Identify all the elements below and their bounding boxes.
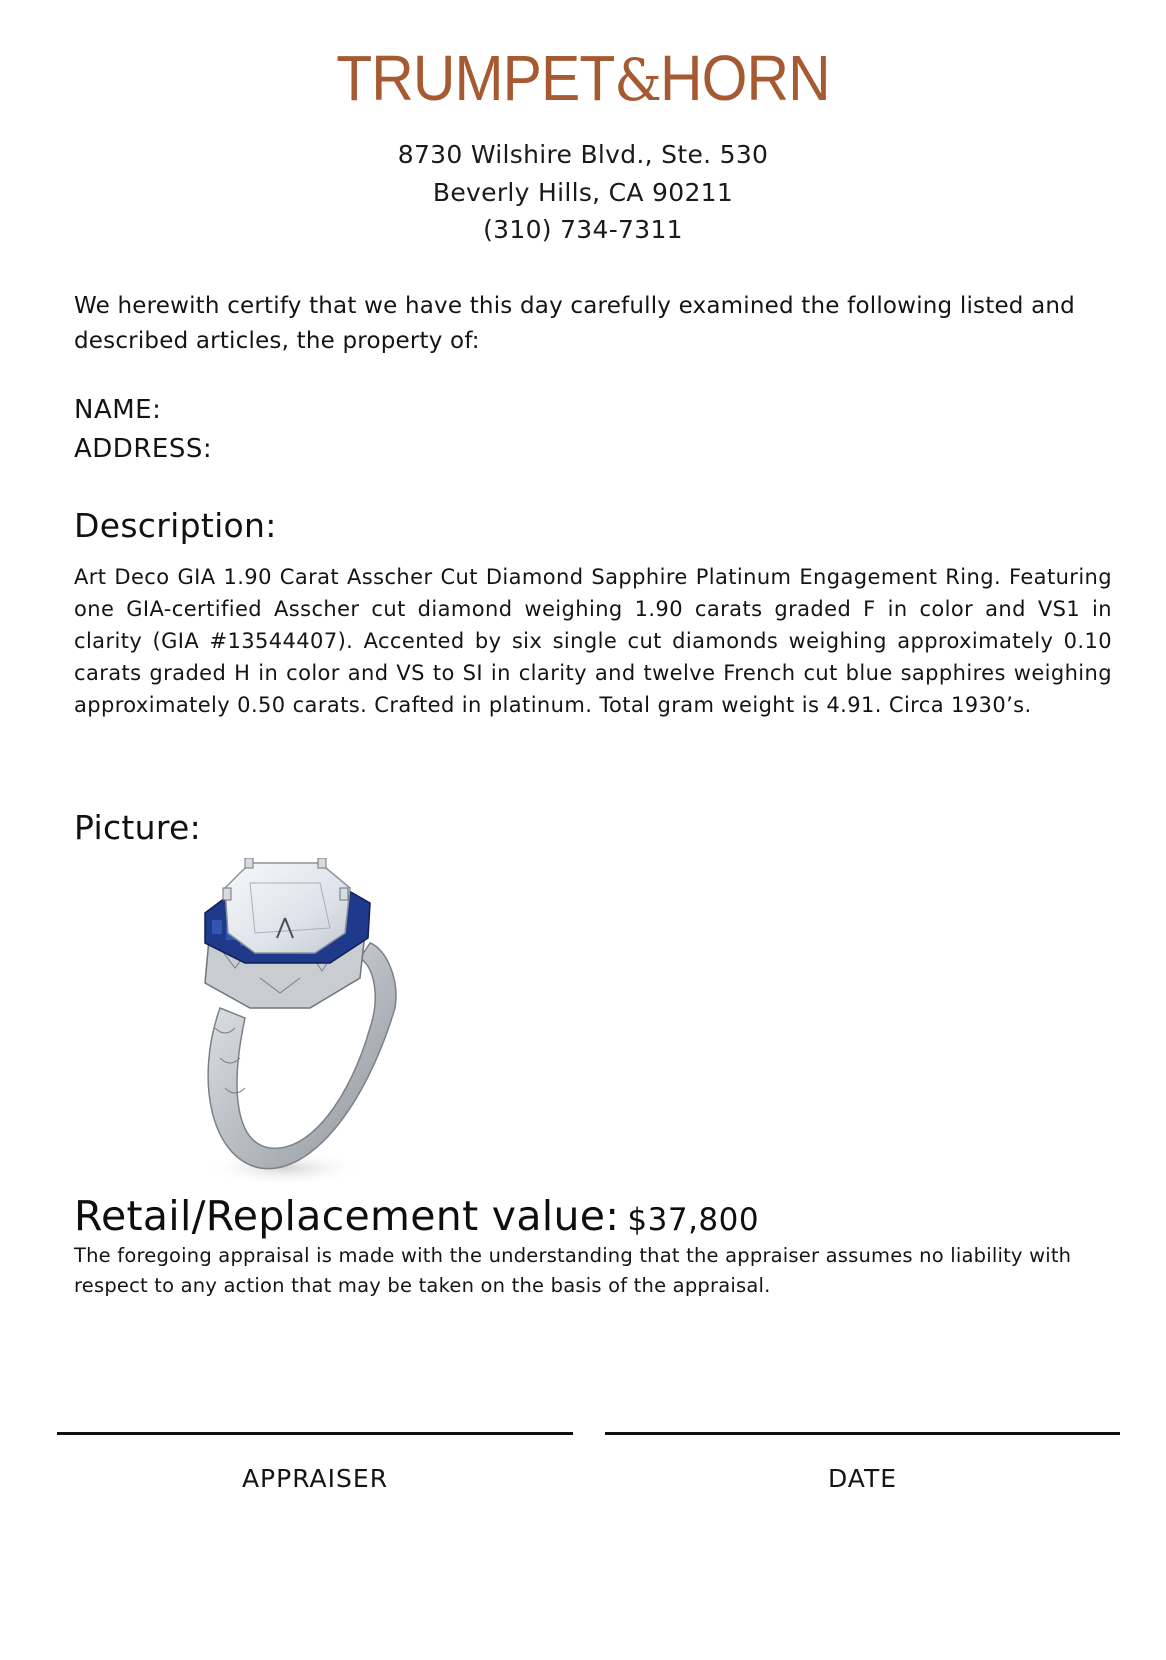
ring-image bbox=[190, 858, 420, 1188]
liability-disclaimer: The foregoing appraisal is made with the understanding that the appraiser assumes no liability with respect to any action that may be taken on the basis of the appraisal. bbox=[74, 1244, 1072, 1297]
date-signature-line bbox=[605, 1432, 1120, 1435]
address-line-2: Beverly Hills, CA 90211 bbox=[432, 178, 734, 207]
certification-statement: We herewith certify that we have this day carefully examined the following listed and described articles, the property of: bbox=[74, 293, 1075, 354]
address-label: ADDRESS: bbox=[74, 434, 213, 464]
name-label: NAME: bbox=[74, 395, 162, 425]
description-heading: Description: bbox=[74, 506, 277, 545]
logo-ampersand: & bbox=[614, 46, 661, 114]
valuation-row bbox=[74, 1192, 759, 1240]
appraiser-signature-line bbox=[57, 1432, 573, 1435]
appraiser-label: APPRAISER bbox=[241, 1464, 389, 1493]
logo-text-left: TRUMPET bbox=[336, 42, 615, 114]
valuation-amount: $37,800 bbox=[627, 1202, 760, 1238]
ring-photo bbox=[190, 858, 420, 1188]
logo-text-right: HORN bbox=[660, 42, 830, 114]
address-line-1: 8730 Wilshire Blvd., Ste. 530 bbox=[397, 140, 769, 169]
date-label: DATE bbox=[827, 1464, 898, 1493]
phone-number: (310) 734-7311 bbox=[483, 215, 683, 244]
valuation-label: Retail/Replacement value: bbox=[74, 1192, 620, 1240]
picture-heading: Picture: bbox=[74, 808, 202, 847]
brand-logo bbox=[47, 44, 1120, 114]
description-text: Art Deco GIA 1.90 Carat Asscher Cut Diamond Sapphire Platinum Engagement Ring. Featuring one GIA-certified Asscher cut diamond weighing 1.90 carats graded F in color and VS1 in clarity (GIA #13544407). Accented by six single cut diamonds weighing approximately 0.10 carats graded H in color and VS to SI in clarity and twelve French cut blue sapphires weighing approximately 0.50 carats. Crafted in platinum. Total gram weight is 4.91. Circa 1930’s. bbox=[74, 565, 1112, 717]
